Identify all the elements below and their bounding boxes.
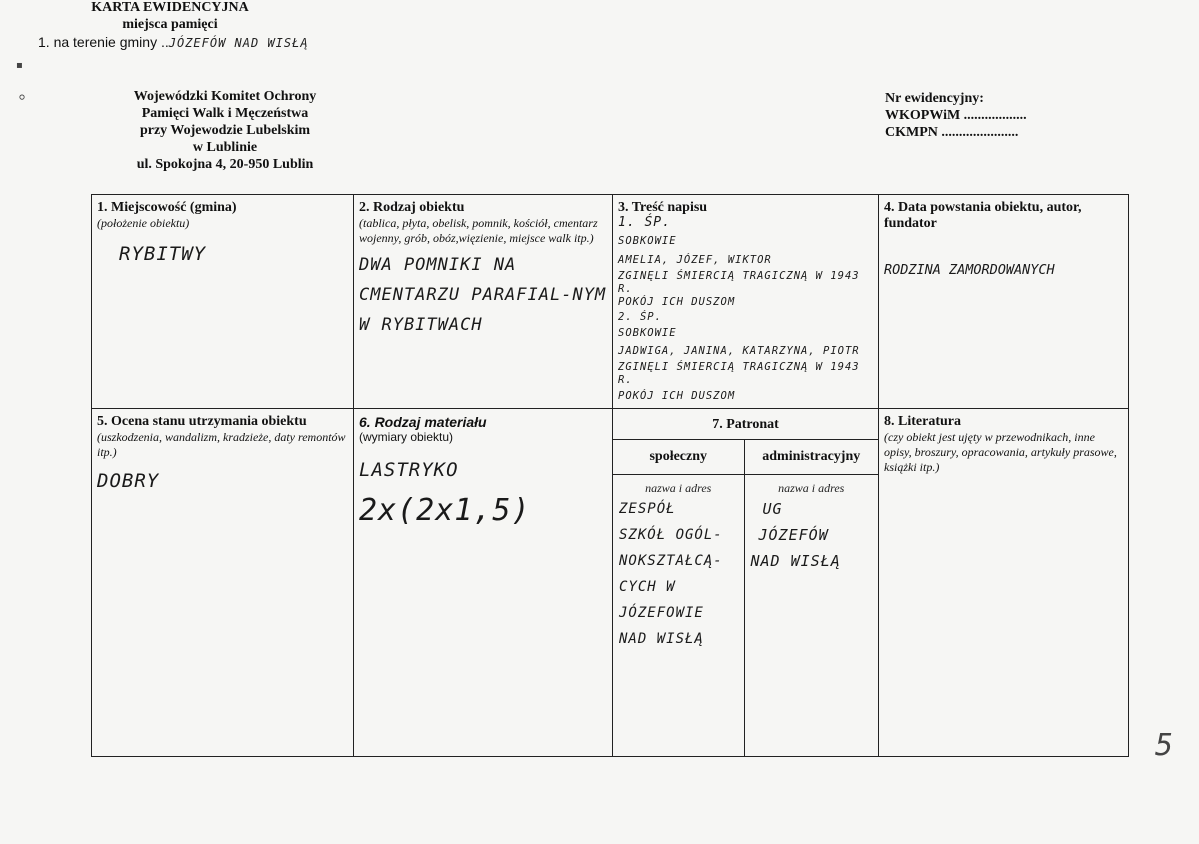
patronage-social-header: społeczny <box>613 439 744 474</box>
org-line: Pamięci Walk i Męczeństwa <box>141 106 309 121</box>
scan-mark-icon: ▪ <box>16 60 23 71</box>
cell-title: 4. Data powstania obiektu, autor, fundator <box>884 200 1082 231</box>
cell-patronage <box>613 409 879 757</box>
patronage-subtable <box>613 409 878 756</box>
gmina-label: 1. na terenie gminy .. <box>38 34 169 50</box>
registry-line-ckmpn: CKMPN ...................... <box>885 125 1019 140</box>
org-line: przy Wojewodzie Lubelskim <box>139 123 311 138</box>
inscription-line: ZGINĘLI ŚMIERCIĄ TRAGICZNĄ W 1943 R. <box>618 361 860 386</box>
locality-value: RYBITWY <box>119 243 207 265</box>
inscription-line: JADWIGA, JANINA, KATARZYNA, PIOTR <box>618 345 860 357</box>
cell-hint: (uszkodzenia, wandalizm, kradzieże, daty remontów itp.) <box>97 430 346 459</box>
inscription-line: POKÓJ ICH DUSZOM <box>618 296 736 308</box>
patronage-social-line: ZESPÓŁ <box>619 500 676 517</box>
cell-title: 2. Rodzaj obiektu <box>359 200 465 215</box>
patronage-social-line: CYCH W <box>619 578 676 595</box>
gmina-line <box>0 34 340 50</box>
patronage-social-line: NAD WISŁĄ <box>619 630 704 647</box>
inscription-line: SOBKOWIE <box>618 235 677 247</box>
cell-title: 7. Patronat <box>712 416 779 432</box>
patronage-admin-cell <box>744 474 878 756</box>
org-line: ul. Spokojna 4, 20-950 Lublin <box>136 157 314 172</box>
cell-title: 6. Rodzaj materiału <box>359 414 487 430</box>
scan-mark-icon: ⸰ <box>18 90 27 106</box>
registry-line-wkopwim: WKOPWiM .................. <box>885 108 1027 123</box>
patronage-admin-line: NAD WISŁĄ <box>750 551 841 570</box>
patronage-admin-line: JÓZEFÓW <box>758 525 829 544</box>
cell-inscription <box>613 195 879 409</box>
page-number-mark: 5 <box>1155 728 1174 763</box>
cell-hint: (tablica, płyta, obelisk, pomnik, kościół, cmentarz wojenny, grób, obóz,więzienie, miejsce walk itp.) <box>359 216 598 245</box>
dimensions-value: 2x(2x1,5) <box>359 493 531 528</box>
inscription-line: POKÓJ ICH DUSZOM <box>618 390 736 402</box>
org-line: w Lublinie <box>192 140 258 155</box>
inscription-line: SOBKOWIE <box>618 327 677 339</box>
object-type-value: DWA POMNIKI NA CMENTARZU PARAFIAL-NYM W RYBITWACH <box>359 255 607 335</box>
material-value: LASTRYKO <box>359 459 459 481</box>
inscription-line: 1. ŚP. <box>618 215 671 230</box>
cell-object-type <box>354 195 613 409</box>
card-subtitle: miejsca pamięci <box>122 17 218 32</box>
cell-hint: (wymiary obiektu) <box>359 430 454 444</box>
inscription-line: ZGINĘLI ŚMIERCIĄ TRAGICZNĄ W 1943 R. <box>618 270 860 295</box>
org-line: Wojewódzki Komitet Ochrony <box>133 89 317 104</box>
creation-value: RODZINA ZAMORDOWANYCH <box>884 262 1055 278</box>
cell-creation-date <box>879 195 1129 409</box>
card-title: KARTA EWIDENCYJNA <box>91 0 249 15</box>
cell-title: 8. Literatura <box>884 414 961 429</box>
placeholder-label: nazwa i adres <box>645 480 712 495</box>
cell-locality <box>92 195 354 409</box>
cell-material <box>354 409 613 757</box>
patronage-social-line: NOKSZTAŁCĄ- <box>619 552 723 569</box>
registry-form-table <box>91 194 1129 757</box>
card-title-block <box>0 0 340 50</box>
cell-condition <box>92 409 354 757</box>
patronage-social-line: JÓZEFOWIE <box>619 604 704 621</box>
cell-title: 3. Treść napisu <box>618 200 708 215</box>
patronage-social-line: SZKÓŁ OGÓL- <box>619 526 723 543</box>
cell-hint: (położenie obiektu) <box>97 216 190 230</box>
inscription-line: 2. ŚP. <box>618 311 662 323</box>
condition-value: DOBRY <box>97 470 160 492</box>
cell-title: 1. Miejscowość (gmina) <box>97 200 237 215</box>
registry-number-block <box>885 90 1185 141</box>
patronage-social-cell <box>613 474 744 756</box>
cell-title: 5. Ocena stanu utrzymania obiektu <box>97 414 307 429</box>
placeholder-label: nazwa i adres <box>778 480 845 495</box>
cell-literature <box>879 409 1129 757</box>
cell-hint: (czy obiekt jest ujęty w przewodnikach, inne opisy, broszury, opracowania, artykuły prasowe, książki itp.) <box>884 430 1117 474</box>
organization-header <box>95 88 355 173</box>
inscription-line: AMELIA, JÓZEF, WIKTOR <box>618 254 772 266</box>
patronage-admin-line: UG <box>762 499 783 518</box>
patronage-admin-header: administracyjny <box>744 439 878 474</box>
registry-title: Nr ewidencyjny: <box>885 91 984 106</box>
gmina-value: JÓZEFÓW NAD WISŁĄ <box>168 36 309 50</box>
